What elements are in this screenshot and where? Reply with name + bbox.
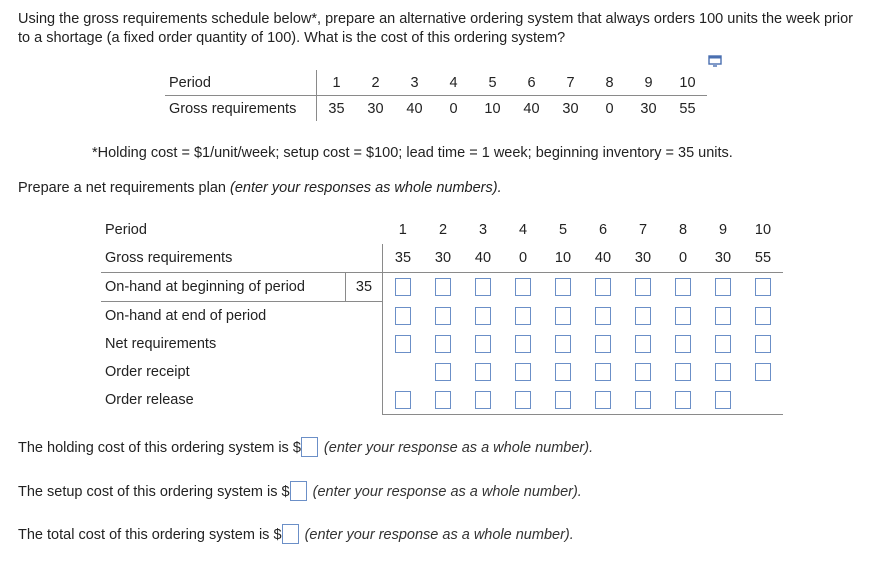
schedule-period: 4 — [434, 70, 473, 96]
onhand-begin-input[interactable] — [675, 278, 691, 296]
net-gross-value: 55 — [743, 244, 783, 273]
order-receipt-input[interactable] — [475, 363, 491, 381]
net-gross-value: 0 — [663, 244, 703, 273]
order-receipt-input[interactable] — [635, 363, 651, 381]
net-req-input[interactable] — [755, 335, 771, 353]
net-req-input[interactable] — [515, 335, 531, 353]
net-gross-value: 35 — [383, 244, 424, 273]
total-cost-hint: (enter your response as a whole number). — [304, 527, 574, 543]
net-gross-value: 30 — [623, 244, 663, 273]
onhand-end-input[interactable] — [675, 307, 691, 325]
schedule-gross-value: 55 — [679, 100, 696, 117]
setup-cost-text: The setup cost of this ordering system is $ — [18, 484, 290, 500]
order-release-input[interactable] — [635, 391, 651, 409]
onhand-end-input[interactable] — [555, 307, 571, 325]
prepare-text: Prepare a net requirements plan — [18, 180, 230, 196]
net-req-input[interactable] — [635, 335, 651, 353]
order-receipt-input[interactable] — [715, 363, 731, 381]
net-req-input[interactable] — [435, 335, 451, 353]
schedule-gross-value: 10 — [484, 100, 501, 117]
setup-cost-line — [18, 481, 582, 501]
schedule-period: 6 — [512, 70, 551, 96]
schedule-period: 8 — [590, 70, 629, 96]
order-release-input[interactable] — [435, 391, 451, 409]
net-gross-value: 40 — [463, 244, 503, 273]
net-period-label: Period — [105, 222, 147, 238]
onhand-begin-input[interactable] — [635, 278, 651, 296]
net-gross-value: 40 — [583, 244, 623, 273]
order-release-input[interactable] — [715, 391, 731, 409]
net-period: 6 — [598, 222, 608, 238]
schedule-period: 9 — [629, 70, 668, 96]
schedule-period: 5 — [473, 70, 512, 96]
schedule-period-label: Period — [165, 70, 317, 96]
net-gross-value: 30 — [703, 244, 743, 273]
order-receipt-input[interactable] — [675, 363, 691, 381]
prepare-instruction — [18, 180, 502, 196]
net-period: 7 — [638, 222, 648, 238]
cost-note: *Holding cost = $1/unit/week; setup cost = $100; lead time = 1 week; beginning inventory = 35 units. — [92, 145, 733, 161]
order-receipt-label: Order receipt — [105, 364, 190, 380]
setup-cost-input[interactable] — [290, 481, 307, 501]
onhand-end-input[interactable] — [715, 307, 731, 325]
schedule-gross-value: 30 — [367, 100, 384, 117]
holding-cost-hint: (enter your response as a whole number). — [323, 440, 594, 456]
question-text: Using the gross requirements schedule below*, prepare an alternative ordering system that always orders 100 units the week prior to a shortage (a fixed order quantity of 100). What is the cost of this ordering system? — [18, 11, 853, 46]
net-req-input[interactable] — [715, 335, 731, 353]
prepare-hint: (enter your responses as whole numbers). — [230, 180, 502, 196]
order-release-input[interactable] — [395, 391, 411, 409]
net-period: 2 — [438, 222, 448, 238]
onhand-end-label: On-hand at end of period — [105, 308, 267, 324]
schedule-period: 2 — [356, 70, 395, 96]
net-req-input[interactable] — [395, 335, 411, 353]
holding-cost-line — [18, 437, 593, 457]
net-req-label: Net requirements — [105, 336, 217, 352]
schedule-period: 10 — [668, 70, 707, 96]
schedule-gross-value: 0 — [605, 100, 614, 117]
onhand-begin-input[interactable] — [715, 278, 731, 296]
onhand-begin-input[interactable] — [435, 278, 451, 296]
schedule-gross-value: 0 — [449, 100, 458, 117]
net-req-input[interactable] — [595, 335, 611, 353]
net-period: 8 — [678, 222, 688, 238]
order-release-input[interactable] — [475, 391, 491, 409]
onhand-end-input[interactable] — [635, 307, 651, 325]
schedule-period: 3 — [395, 70, 434, 96]
gross-requirements-schedule — [165, 70, 707, 121]
onhand-begin-input[interactable] — [595, 278, 611, 296]
net-period: 1 — [398, 222, 407, 238]
onhand-begin-input[interactable] — [555, 278, 571, 296]
net-req-input[interactable] — [675, 335, 691, 353]
onhand-end-input[interactable] — [395, 307, 411, 325]
net-period: 3 — [478, 222, 488, 238]
schedule-period: 7 — [551, 70, 590, 96]
order-receipt-input[interactable] — [515, 363, 531, 381]
net-period: 9 — [718, 222, 728, 238]
onhand-end-input[interactable] — [595, 307, 611, 325]
schedule-gross-value: 35 — [328, 100, 345, 117]
onhand-end-input[interactable] — [435, 307, 451, 325]
beginning-inventory-value: 35 — [346, 273, 383, 302]
schedule-gross-label: Gross requirements — [165, 96, 317, 122]
net-req-input[interactable] — [475, 335, 491, 353]
total-cost-line — [18, 524, 574, 544]
schedule-period: 1 — [317, 70, 357, 96]
onhand-begin-input[interactable] — [475, 278, 491, 296]
net-gross-value: 10 — [543, 244, 583, 273]
order-receipt-input[interactable] — [595, 363, 611, 381]
onhand-end-input[interactable] — [755, 307, 771, 325]
order-release-input[interactable] — [555, 391, 571, 409]
schedule-gross-value: 40 — [523, 100, 540, 117]
net-gross-label: Gross requirements — [101, 244, 346, 273]
net-period: 10 — [754, 222, 772, 238]
net-gross-value: 30 — [423, 244, 463, 273]
schedule-gross-value: 40 — [406, 100, 423, 117]
total-cost-input[interactable] — [282, 524, 299, 544]
onhand-begin-input[interactable] — [755, 278, 771, 296]
setup-cost-hint: (enter your response as a whole number). — [312, 484, 582, 500]
order-release-input[interactable] — [515, 391, 531, 409]
holding-cost-input[interactable] — [301, 437, 318, 457]
total-cost-text: The total cost of this ordering system is $ — [18, 527, 282, 543]
net-requirements-table — [101, 216, 783, 415]
order-receipt-input[interactable] — [755, 363, 771, 381]
order-release-input[interactable] — [595, 391, 611, 409]
onhand-end-input[interactable] — [475, 307, 491, 325]
net-gross-value: 0 — [503, 244, 543, 273]
schedule-gross-value: 30 — [562, 100, 579, 117]
onhand-begin-input[interactable] — [395, 278, 411, 296]
schedule-gross-value: 30 — [640, 100, 657, 117]
net-period: 4 — [518, 222, 528, 238]
onhand-begin-input[interactable] — [515, 278, 531, 296]
net-req-input[interactable] — [555, 335, 571, 353]
order-receipt-input[interactable] — [555, 363, 571, 381]
net-period: 5 — [558, 222, 568, 238]
order-receipt-input[interactable] — [435, 363, 451, 381]
order-release-input[interactable] — [675, 391, 691, 409]
onhand-begin-label: On-hand at beginning of period — [101, 273, 346, 302]
holding-cost-text: The holding cost of this ordering system is $ — [18, 440, 301, 456]
order-release-label: Order release — [105, 392, 194, 409]
onhand-end-input[interactable] — [515, 307, 531, 325]
copy-icon[interactable] — [708, 55, 722, 67]
